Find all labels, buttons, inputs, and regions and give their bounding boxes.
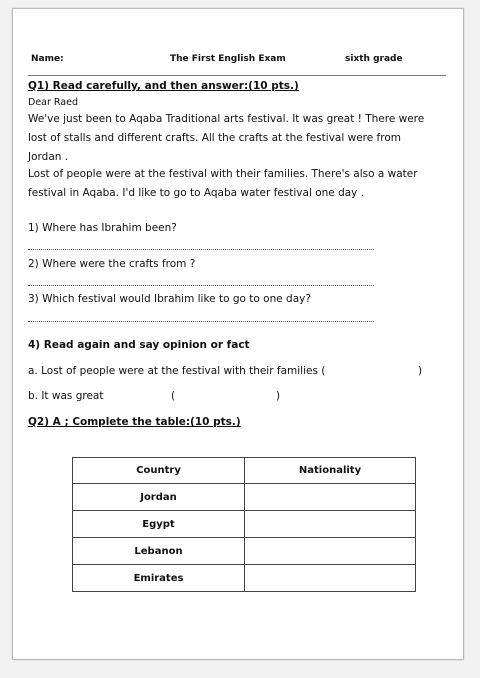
table-header-row (73, 458, 416, 484)
question-1: 1) Where has Ibrahim been? (28, 222, 177, 234)
country-cell: Jordan (73, 484, 245, 511)
passage-line: lost of stalls and different crafts. All the crafts at the festival were from (28, 132, 401, 144)
question-2: 2) Where were the crafts from ? (28, 258, 196, 270)
name-label: Name: (31, 54, 64, 64)
passage-line: We've just been to Aqaba Traditional arts festival. It was great ! There were (28, 113, 425, 125)
statement-b-open-paren: ( (171, 390, 176, 402)
table-row (73, 538, 416, 565)
statement-b-close-paren: ) (276, 390, 281, 402)
q1-title: Q1) Read carefully, and then answer:(10 pts.) (28, 80, 299, 92)
table-row (73, 511, 416, 538)
answer-line-3[interactable] (28, 321, 374, 322)
answer-line-1[interactable] (28, 249, 374, 250)
country-nationality-table (72, 457, 416, 592)
nationality-cell[interactable] (245, 511, 416, 538)
question-3: 3) Which festival would Ibrahim like to go to one day? (28, 293, 311, 305)
nationality-cell[interactable] (245, 565, 416, 592)
country-cell: Lebanon (73, 538, 245, 565)
q2-title: Q2) A ; Complete the table:(10 pts.) (28, 416, 241, 428)
header-divider (28, 75, 446, 76)
statement-a-close-paren: ) (418, 365, 423, 377)
exam-title: The First English Exam (170, 54, 286, 64)
table-row (73, 565, 416, 592)
header-nationality: Nationality (245, 458, 416, 484)
passage-line: Jordan . (28, 151, 69, 163)
nationality-cell[interactable] (245, 484, 416, 511)
statement-a: a. Lost of people were at the festival with their families ( (28, 365, 326, 377)
answer-line-2[interactable] (28, 285, 374, 286)
passage-line: Lost of people were at the festival with their families. There's also a water (28, 168, 418, 180)
table-row (73, 484, 416, 511)
part4-title: 4) Read again and say opinion or fact (28, 339, 250, 351)
country-cell: Emirates (73, 565, 245, 592)
country-cell: Egypt (73, 511, 245, 538)
header-country: Country (73, 458, 245, 484)
passage-line: festival in Aqaba. I'd like to go to Aqaba water festival one day . (28, 187, 365, 199)
statement-b: b. It was great (28, 390, 104, 402)
salutation: Dear Raed (28, 97, 78, 108)
nationality-cell[interactable] (245, 538, 416, 565)
grade-label: sixth grade (345, 54, 403, 64)
